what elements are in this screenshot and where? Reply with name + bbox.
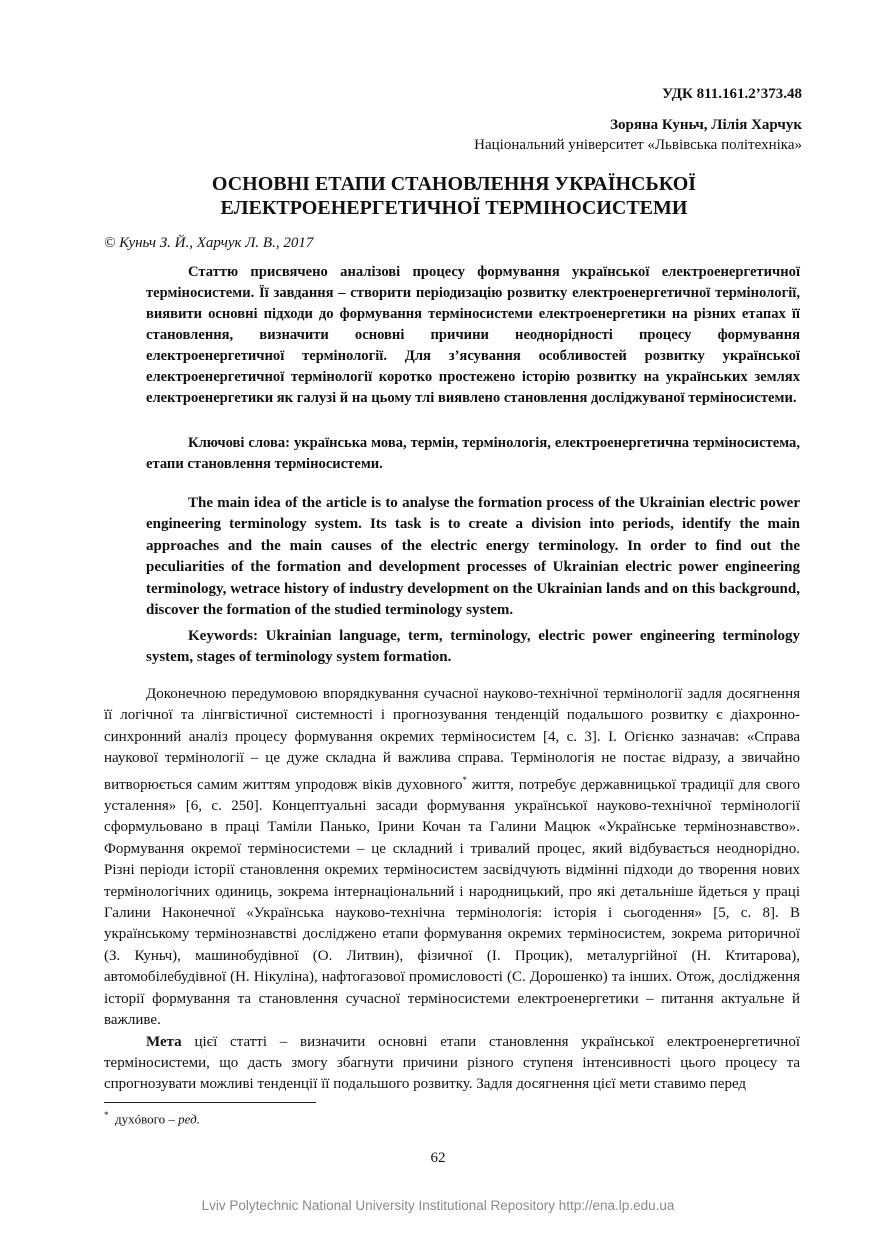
abstract-ua-text: Статтю присвячено аналізові процесу формування української електроенергетичної терміносистеми. Її завдання – створити періодизацію розвитку електроенергетичної термінології, виявити основні підходи до формування терміносистеми електроенергетики на різних етапах її становлення, визначити основні причини неоднорідності процесу формування електроенергетичної термінології. Для з’ясування особливостей розвитку української електроенергетичної термінології коротко простежено історію розвитку на українських землях електроенергетики як галузі й на цьому тлі виявлено становлення досліджуваної терміносистеми. <box>146 264 800 406</box>
affiliation: Національний університет «Львівська політехніка» <box>474 137 802 153</box>
authors: Зоряна Куньч, Лілія Харчук <box>610 117 802 133</box>
body-paragraph-1 <box>104 684 800 1032</box>
title-line-1: ОСНОВНІ ЕТАПИ СТАНОВЛЕННЯ УКРАЇНСЬКОЇ <box>211 173 697 195</box>
page-number: 62 <box>430 1150 446 1166</box>
abstract-ukrainian <box>146 262 800 409</box>
p1-start: Доконечною передумовою впорядкування сучасної науково-технічної термінології задля досягнення її логічної та лінгвістичної системності і прогнозування тенденцій подальшого розвитку є діахронно-синхронний аналіз процесу формування окремих терміносистем [4, с. 3]. І. Огієнко зазначав: «Справа наукової термінології – це дуже складна й важлива справа. Термінологія не постає відразу, а звичайно витворюється самим життям упродовж віків духовного <box>104 686 800 793</box>
body-text <box>104 684 800 1096</box>
keywords-ukrainian <box>146 433 800 475</box>
keywords-english <box>146 626 800 668</box>
abstract-english <box>146 493 800 621</box>
footnote-divider <box>104 1102 316 1103</box>
footnote-dash: – <box>165 1111 179 1127</box>
keywords-en-text: Keywords: Ukrainian language, term, terminology, electric power engineering terminology system, stages of terminology system formation. <box>146 628 800 665</box>
footnote-note: ред. <box>178 1111 200 1127</box>
repository-footer: Lviv Polytechnic National University Institutional Repository http://ena.lp.edu.ua <box>201 1198 675 1213</box>
footnote-ref: * <box>462 774 467 785</box>
keywords-ua-text: Ключові слова: українська мова, термін, термінологія, електроенергетична терміносистема, етапи становлення терміносистеми. <box>146 435 800 472</box>
footnote <box>104 1110 200 1127</box>
udc-code: УДК 811.161.2’373.48 <box>662 86 802 102</box>
copyright: © Куньч З. Й., Харчук Л. В., 2017 <box>104 235 314 251</box>
p2-rest: цієї статті – визначити основні етапи становлення української електроенергетичної терміносистеми, що дасть змогу збагнути причини різного ступеня інтенсивності цього процесу та спрогнозувати можливі тенденції її подальшого розвитку. Задля досягнення цієї мети ставимо перед <box>104 1033 800 1093</box>
footnote-word: духóвого <box>115 1111 166 1127</box>
body-paragraph-2 <box>104 1032 800 1096</box>
article-title <box>104 172 804 220</box>
abstract-en-text: The main idea of the article is to analyse the formation process of the Ukrainian electric power engineering terminology system. Its task is to create a division into periods, identify the main approaches and the main causes of the electric energy terminology. In order to find out the peculiarities of the formation and development processes of Ukrainian electric power engineering terminology, wetrace history of industry development on the Ukrainian lands and on this background, discover the formation of the studied terminology system. <box>146 495 800 619</box>
p2-bold-term: Мета <box>146 1033 182 1050</box>
footnote-marker: * <box>104 1110 109 1120</box>
p1-end: життя, потребує державницької традиції для свого усталення» [6, с. 250]. Концептуальні засади формування української науково-технічної термінології сформульовано в праці Таміли Панько, Ірини Кочан та Галини Мацюк «Українське термінознавство». Формування окремої терміносистеми – це складний і тривалий процес, який відбувається неоднорідно. Різні періоди історії становлення окремих терміносистем засвідчують відмінні підходи до творення нових термінологічних одиниць, зокрема інтернаціональний і народницький, про які детальніше йдеться у праці Галини Наконечної «Українська науково-технічна термінологія: історія і сьогодення» [5, с. 8]. В українському термінознавстві досліджено етапи формування окремих терміносистем, зокрема риторичної (З. Куньч), машинобудівної (О. Литвин), фізичної (І. Процик), металургійної (Н. Ктитарова), автомобілебудівної (Н. Нікуліна), нафтогазової промисловості (С. Дорошенко) та інших. Отож, дослідження історії формування та становлення сучасної терміносистеми електроенергетики – питання актуальне й важливе. <box>104 776 800 1029</box>
title-line-2: ЕЛЕКТРОЕНЕРГЕТИЧНОЇ ТЕРМІНОСИСТЕМИ <box>220 197 688 219</box>
